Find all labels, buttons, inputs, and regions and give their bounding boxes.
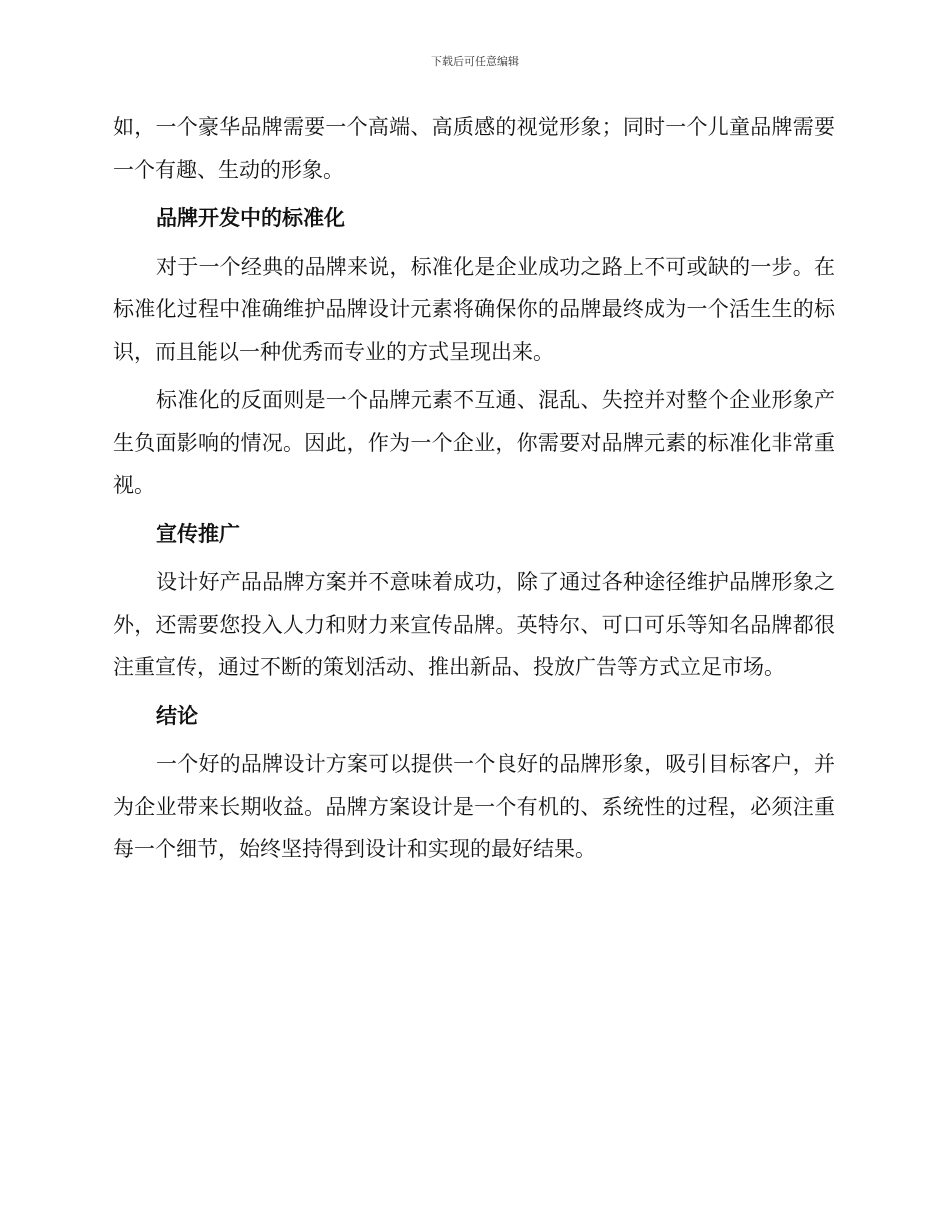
document-body (113, 106, 835, 877)
paragraph-intro-continuation: 如，一个豪华品牌需要一个高端、高质感的视觉形象；同时一个儿童品牌需要一个有趣、生动的形象。 (113, 115, 835, 182)
paragraph-standardization-2: 标准化的反面则是一个品牌元素不互通、混乱、失控并对整个企业形象产生负面影响的情况。因此，作为一个企业，你需要对品牌元素的标准化非常重视。 (113, 388, 835, 497)
page-header: 下载后可任意编辑 (431, 55, 519, 68)
paragraph-conclusion: 一个好的品牌设计方案可以提供一个良好的品牌形象，吸引目标客户，并为企业带来长期收益。品牌方案设计是一个有机的、系统性的过程，必须注重每一个细节，始终坚持得到设计和实现的最好结果。 (113, 752, 835, 861)
paragraph-standardization-1: 对于一个经典的品牌来说，标准化是企业成功之路上不可或缺的一步。在标准化过程中准确维护品牌设计元素将确保你的品牌最终成为一个活生生的标识，而且能以一种优秀而专业的方式呈现出来。 (113, 254, 835, 364)
paragraph-promotion: 设计好产品品牌方案并不意味着成功，除了通过各种途径维护品牌形象之外，还需要您投入人力和财力来宣传品牌。英特尔、可口可乐等知名品牌都很注重宣传，通过不断的策划活动、推出新品、投放广告等方式立足市场。 (113, 570, 835, 679)
section-heading-conclusion: 结论 (156, 703, 198, 728)
section-heading-standardization: 品牌开发中的标准化 (156, 206, 345, 230)
section-heading-promotion: 宣传推广 (156, 521, 240, 546)
